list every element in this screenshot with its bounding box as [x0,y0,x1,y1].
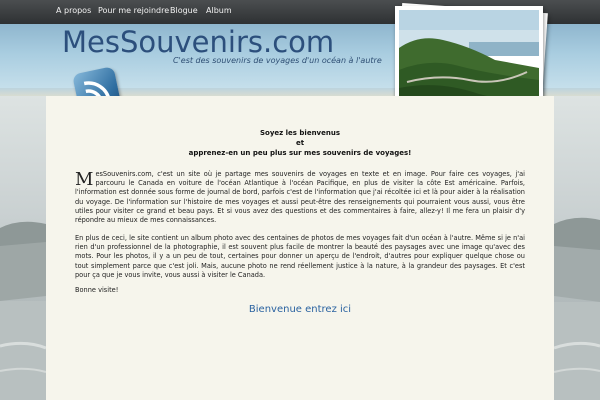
enter-site-link[interactable]: Bienvenue entrez ici [248,304,352,315]
site-title[interactable]: MesSouvenirs.com [62,25,335,59]
welcome-heading [46,128,554,158]
main-content-panel [46,96,554,400]
welcome-line-2: et [295,139,305,147]
welcome-line-3: apprenez-en un peu plus sur mes souvenirs de voyages! [188,149,412,157]
drop-cap: M [75,169,94,190]
nav-link-pour-me-rejoindre[interactable]: Pour me rejoindre [98,6,170,15]
nav-link-blogue[interactable]: Blogue [170,6,198,15]
nav-link-album[interactable]: Album [206,6,232,15]
site-tagline: C'est des souvenirs de voyages d'un océan à l'autre [173,56,382,65]
welcome-line-1: Soyez les bienvenus [259,129,340,137]
intro-paragraph-text: esSouvenirs.com, c'est un site où je partage mes souvenirs de voyages en texte et en image. Pour faire ces voyages, j'ai parcouru le Canada en voiture de l'océan Atlantique à l'océan Pacifique, en plus de visiter la côte Est américaine. Parfois, l'information est donnée sous forme de journal de bord, parfois c'est de l'information que j'ai récoltée ici et là pour aider à la réalisation du voyage. De l'information sur l'histoire de mes voyages et aussi peut-être des renseignements qui pourraient vous aussi, vous être utiles pour visiter ce grand et beau pays. Et si vous avez des questions et des commentaires à faire, allez-y! Il me fera un plaisir d'y répondre au mieux de mes connaissances. [75,170,525,225]
closing-paragraph: Bonne visite! [75,286,119,294]
intro-paragraph [75,170,525,225]
album-paragraph: En plus de ceci, le site contient un album photo avec des centaines de photos de mes voyages fait d'un océan à l'autre. Même si je n'ai rien d'un professionnel de la photographie, il est souvent plus facile de montrer la beauté des paysages avec une image qu'avec des mots. Pour les photos, il y a un peu de tout, certaines pour donner un aperçu de l'endroit, d'autres pour expliquer quelque chose ou tout simplement parce que c'est joli. Mais, aucune photo ne rend réellement justice à la nature, à la grandeur des paysages. Et c'est pour ça que je vous invite, vous aussi à visiter le Canada. [75,234,525,279]
nav-link-a-propos[interactable]: A propos [56,6,92,15]
